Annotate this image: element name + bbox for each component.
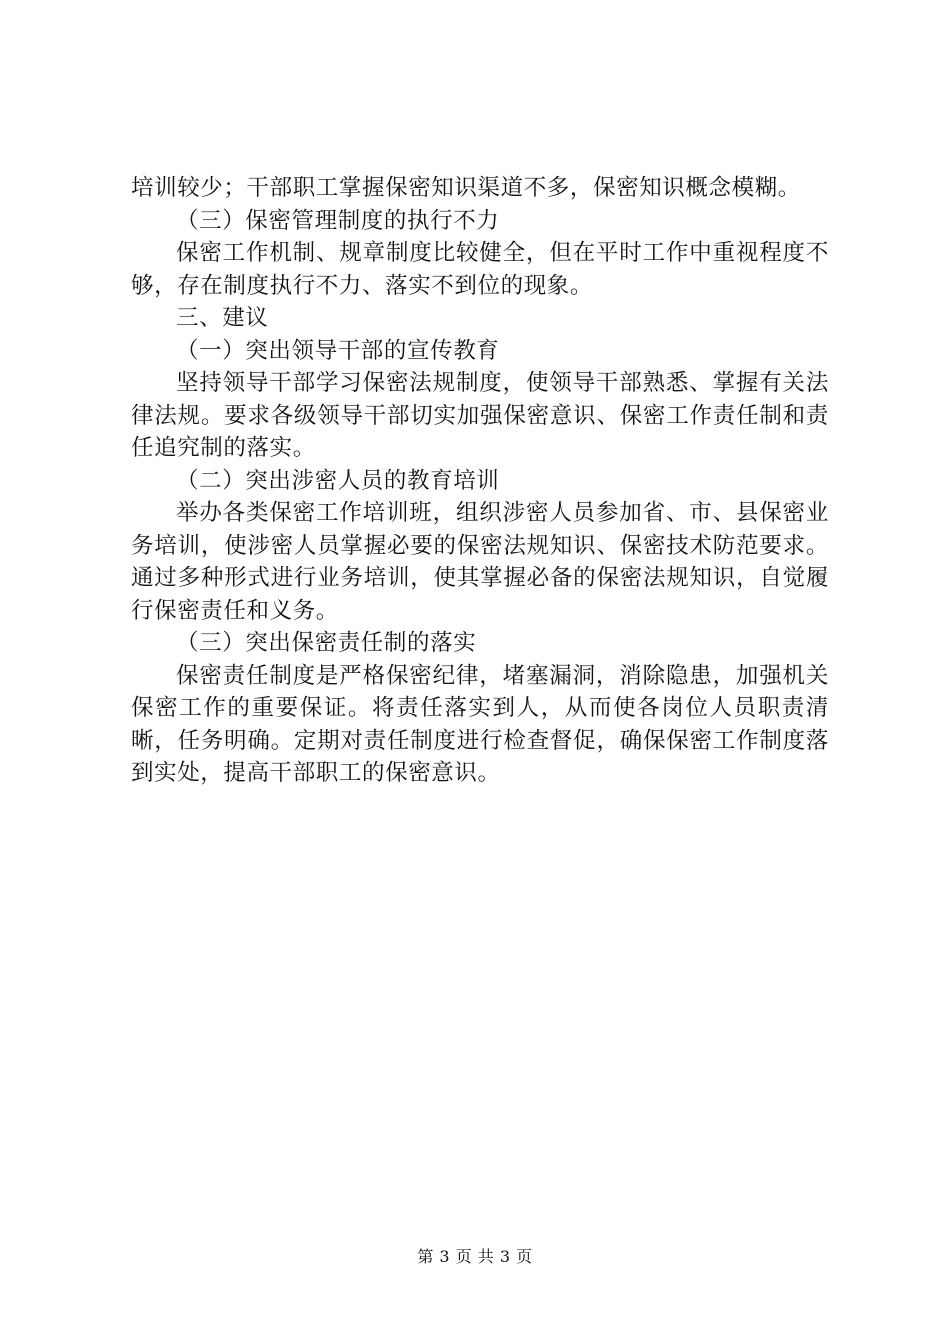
paragraph: 举办各类保密工作培训班，组织涉密人员参加省、市、县保密业务培训，使涉密人员掌握必要的保密法规知识、保密技术防范要求。通过多种形式进行业务培训，使其掌握必备的保密法规知识，自觉履行保密责任和义务。 bbox=[131, 500, 829, 624]
section-heading: （一）突出领导干部的宣传教育 bbox=[176, 337, 500, 364]
paragraph: 保密责任制度是严格保密纪律，堵塞漏洞，消除隐患，加强机关保密工作的重要保证。将责任落实到人，从而使各岗位人员职责清晰，任务明确。定期对责任制度进行检查督促，确保保密工作制度落到实处，提高干部职工的保密意识。 bbox=[131, 662, 829, 786]
section-heading: 三、建议 bbox=[176, 305, 269, 331]
paragraph-continued: 培训较少；干部职工掌握保密知识渠道不多，保密知识概念模糊。 bbox=[131, 175, 801, 201]
section-heading: （二）突出涉密人员的教育培训 bbox=[176, 467, 500, 494]
document-body bbox=[131, 172, 829, 790]
section-heading: （三）突出保密责任制的落实 bbox=[176, 630, 477, 656]
section-heading: （三）保密管理制度的执行不力 bbox=[176, 207, 500, 234]
paragraph: 保密工作机制、规章制度比较健全，但在平时工作中重视程度不够，存在制度执行不力、落实不到位的现象。 bbox=[131, 240, 829, 299]
page-footer: 第 3 页 共 3 页 bbox=[417, 1247, 533, 1266]
paragraph: 坚持领导干部学习保密法规制度，使领导干部熟悉、掌握有关法律法规。要求各级领导干部切实加强保密意识、保密工作责任制和责任追究制的落实。 bbox=[131, 370, 829, 461]
